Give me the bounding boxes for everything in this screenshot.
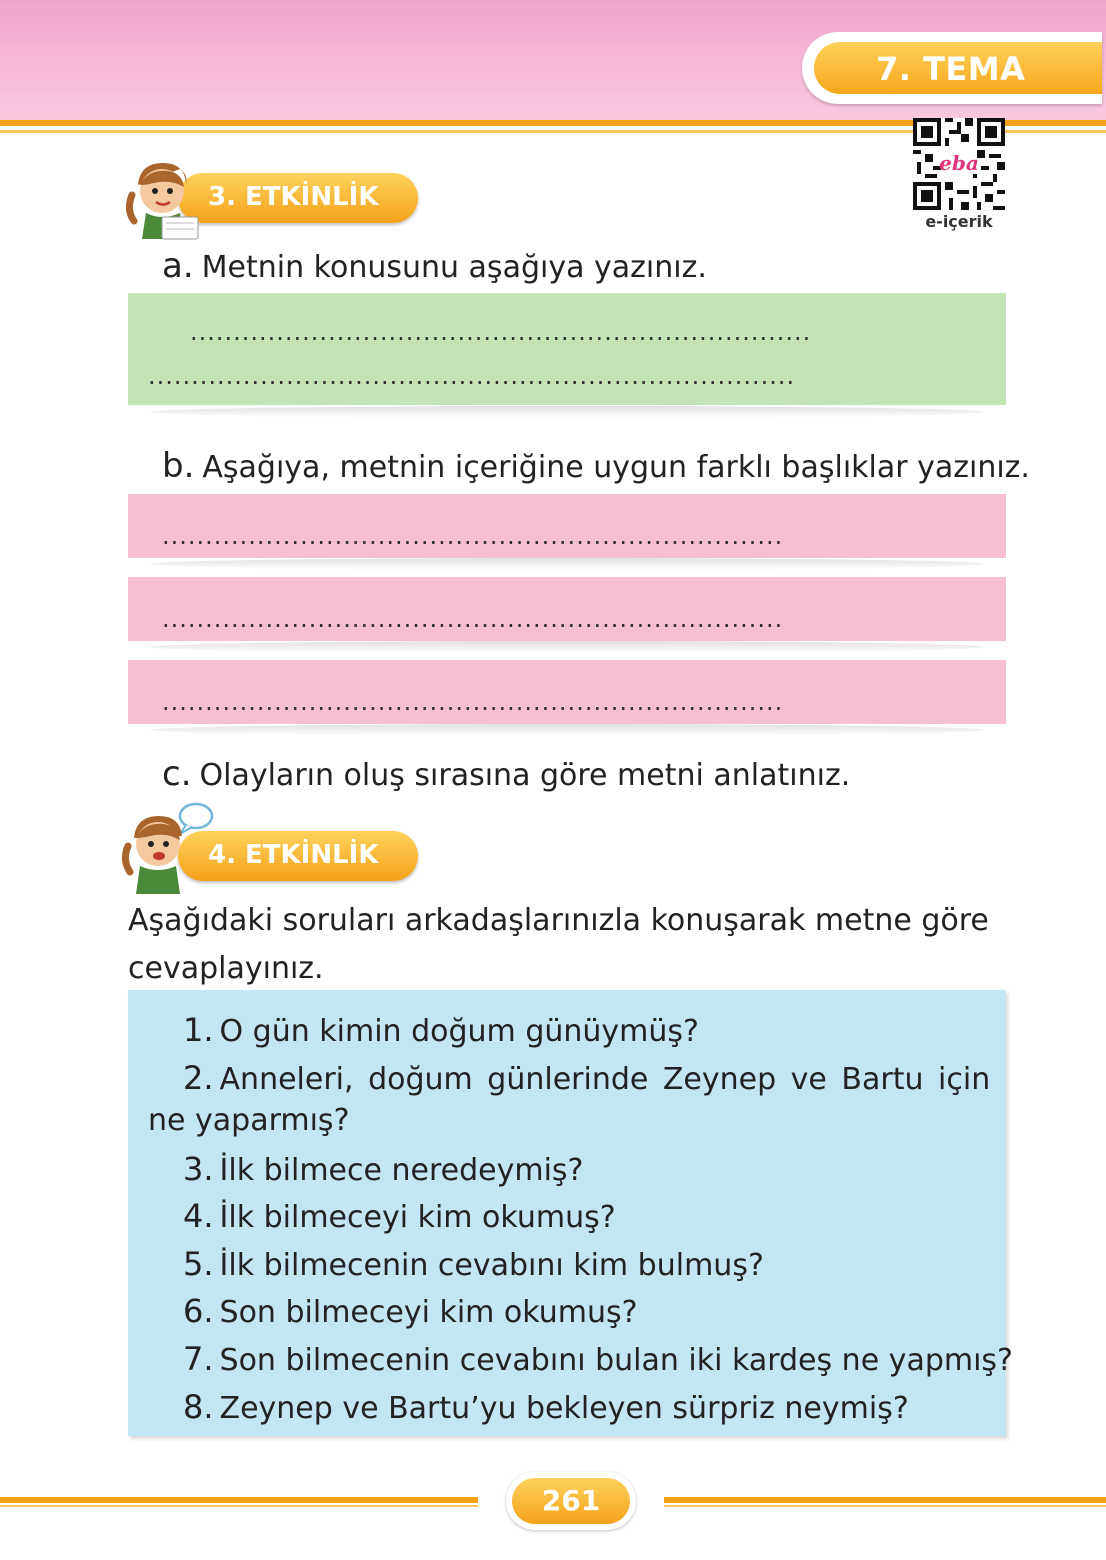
qr-label: e-içerik	[925, 212, 993, 231]
question-6-text: Son bilmeceyi kim okumuş?	[219, 1295, 638, 1330]
question-6-number: 6.	[183, 1292, 214, 1330]
question-c	[162, 754, 850, 794]
question-1	[183, 1011, 699, 1049]
question-8	[183, 1388, 909, 1426]
svg-text:eba: eba	[939, 151, 979, 175]
answer-line-a1[interactable]: ........................................................................	[190, 318, 812, 346]
activity-3-badge	[178, 173, 418, 223]
question-6	[183, 1292, 638, 1330]
question-5	[183, 1245, 764, 1283]
question-5-text: İlk bilmecenin cevabını kim bulmuş?	[219, 1248, 764, 1283]
question-2-number: 2.	[183, 1059, 214, 1097]
question-4	[183, 1197, 616, 1235]
question-1-text: O gün kimin doğum günüymüş?	[219, 1014, 699, 1049]
page-number: 261	[512, 1478, 630, 1524]
answer-line-a2[interactable]: ...........................................................................	[148, 362, 796, 390]
question-a-letter: a.	[162, 246, 194, 286]
question-1-number: 1.	[183, 1011, 214, 1049]
mascot-speaking-icon	[114, 800, 214, 896]
question-3-number: 3.	[183, 1150, 214, 1188]
question-8-number: 8.	[183, 1388, 214, 1426]
box-shadow	[150, 724, 984, 736]
theme-label: 7. TEMA	[876, 50, 1026, 88]
question-a-text: Metnin konusunu aşağıya yazınız.	[201, 250, 707, 285]
activity-4-badge	[178, 831, 418, 881]
question-3-text: İlk bilmece neredeymiş?	[219, 1153, 584, 1188]
theme-badge-inner	[814, 42, 1102, 94]
answer-line-b3[interactable]: ........................................................................	[162, 688, 784, 716]
question-8-text: Zeynep ve Bartu’yu bekleyen sürpriz neymiş?	[219, 1391, 909, 1426]
question-c-text: Olayların oluş sırasına göre metni anlatınız.	[199, 758, 851, 793]
page-number-badge	[506, 1472, 636, 1530]
question-2-continued: ne yaparmış?	[148, 1103, 350, 1138]
question-2	[183, 1059, 990, 1097]
question-b-text: Aşağıya, metnin içeriğine uygun farklı başlıklar yazınız.	[202, 450, 1030, 485]
question-2-text: Anneleri, doğum günlerinde Zeynep ve Bartu için	[219, 1062, 991, 1097]
question-7	[183, 1340, 1013, 1378]
question-c-letter: c.	[162, 754, 192, 794]
activity-4-title: 4. ETKİNLİK	[208, 840, 379, 870]
question-b-letter: b.	[162, 446, 195, 486]
footer-divider-left	[0, 1497, 478, 1503]
box-shadow	[150, 406, 984, 418]
question-3	[183, 1150, 583, 1188]
box-shadow	[150, 558, 984, 570]
activity-3-title: 3. ETKİNLİK	[208, 182, 379, 212]
footer-divider-right	[664, 1497, 1106, 1503]
footer-divider-right-thin	[664, 1505, 1106, 1507]
answer-line-b2[interactable]: ........................................................................	[162, 605, 784, 633]
question-7-text: Son bilmecenin cevabını bulan iki kardeş ne yapmış?	[219, 1343, 1013, 1378]
footer-divider-left-thin	[0, 1505, 478, 1507]
mascot-writing-icon	[118, 155, 208, 245]
activity-4-intro: Aşağıdaki soruları arkadaşlarınızla konuşarak metne göre cevaplayınız.	[128, 903, 989, 986]
question-a	[162, 246, 707, 286]
qr-code-icon[interactable]	[913, 118, 1005, 210]
question-7-number: 7.	[183, 1340, 214, 1378]
question-5-number: 5.	[183, 1245, 214, 1283]
box-shadow	[150, 641, 984, 653]
question-b	[162, 446, 1030, 486]
question-4-number: 4.	[183, 1197, 214, 1235]
question-4-text: İlk bilmeceyi kim okumuş?	[219, 1200, 616, 1235]
answer-line-b1[interactable]: ........................................................................	[162, 522, 784, 550]
theme-badge	[802, 32, 1102, 104]
